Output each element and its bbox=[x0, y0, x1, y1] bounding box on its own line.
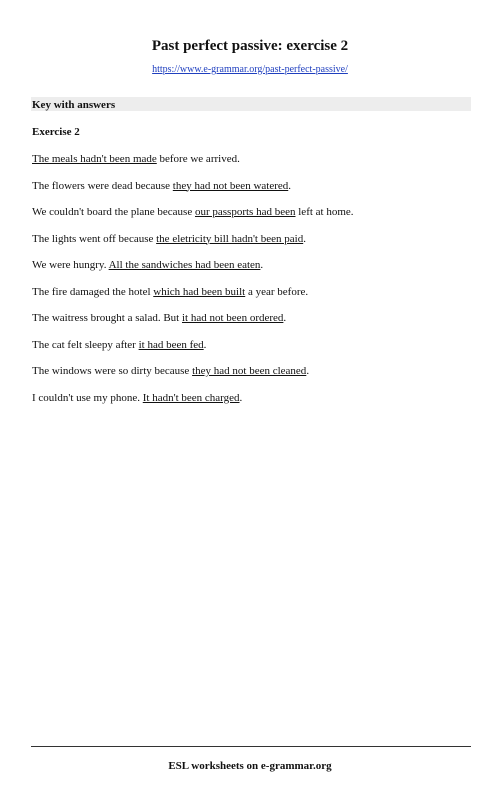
exercise-heading: Exercise 2 bbox=[32, 126, 80, 138]
key-heading: Key with answers bbox=[32, 99, 116, 111]
answer-sentence bbox=[32, 179, 472, 206]
underlined-answer: All the sandwiches had been eaten bbox=[108, 259, 261, 271]
sentence-before: The lights went off because bbox=[32, 232, 157, 245]
sentence-after: a year before. bbox=[245, 285, 309, 298]
sentence-before: I couldn't use my phone. bbox=[32, 391, 143, 404]
sentence-before: We couldn't board the plane because bbox=[32, 206, 195, 218]
sentence-before: The cat felt sleepy after bbox=[32, 338, 139, 351]
underlined-answer: it had not been ordered bbox=[182, 312, 284, 324]
sentence-before: The waitress brought a salad. But bbox=[32, 312, 182, 324]
answer-sentence bbox=[32, 258, 472, 285]
underlined-answer: it had been fed bbox=[138, 338, 204, 351]
source-url bbox=[0, 64, 500, 75]
answer-sentence bbox=[32, 232, 472, 259]
underlined-answer: they had not been cleaned bbox=[192, 365, 307, 377]
sentence-before: We were hungry. bbox=[32, 259, 109, 271]
footer-text: ESL worksheets on e-grammar.org bbox=[168, 760, 332, 772]
underlined-answer: they had not been watered bbox=[172, 179, 289, 192]
page-title: Past perfect passive: exercise 2 bbox=[151, 38, 349, 54]
sentence-before: The flowers were dead because bbox=[32, 179, 173, 192]
sentence-after: . bbox=[283, 312, 287, 324]
sentence-after: before we arrived. bbox=[156, 153, 240, 165]
footer-divider bbox=[31, 746, 471, 747]
answer-list bbox=[32, 152, 472, 417]
answer-sentence bbox=[32, 152, 472, 179]
source-link[interactable]: https://www.e-grammar.org/past-perfect-passive/ bbox=[152, 64, 348, 75]
sentence-before: The fire damaged the hotel bbox=[32, 285, 154, 298]
answer-sentence bbox=[32, 391, 472, 418]
sentence-before: The windows were so dirty because bbox=[32, 365, 193, 377]
answer-sentence bbox=[32, 285, 472, 312]
sentence-after: . bbox=[288, 179, 291, 192]
sentence-after: . bbox=[306, 365, 310, 377]
underlined-answer: It hadn't been charged bbox=[142, 391, 240, 404]
answer-sentence bbox=[32, 205, 472, 232]
sentence-after: . bbox=[260, 259, 264, 271]
sentence-after: . bbox=[239, 391, 243, 404]
underlined-answer: which had been built bbox=[153, 285, 246, 298]
underlined-answer: The meals hadn't been made bbox=[32, 153, 157, 165]
sentence-after: left at home. bbox=[295, 206, 354, 218]
sentence-after: . bbox=[203, 338, 207, 351]
answer-sentence bbox=[32, 364, 472, 391]
underlined-answer: the eletricity bill hadn't been paid bbox=[156, 232, 304, 245]
answer-sentence bbox=[32, 338, 472, 365]
answer-sentence bbox=[32, 311, 472, 338]
sentence-after: . bbox=[303, 232, 306, 245]
underlined-answer: our passports had been bbox=[194, 206, 296, 218]
